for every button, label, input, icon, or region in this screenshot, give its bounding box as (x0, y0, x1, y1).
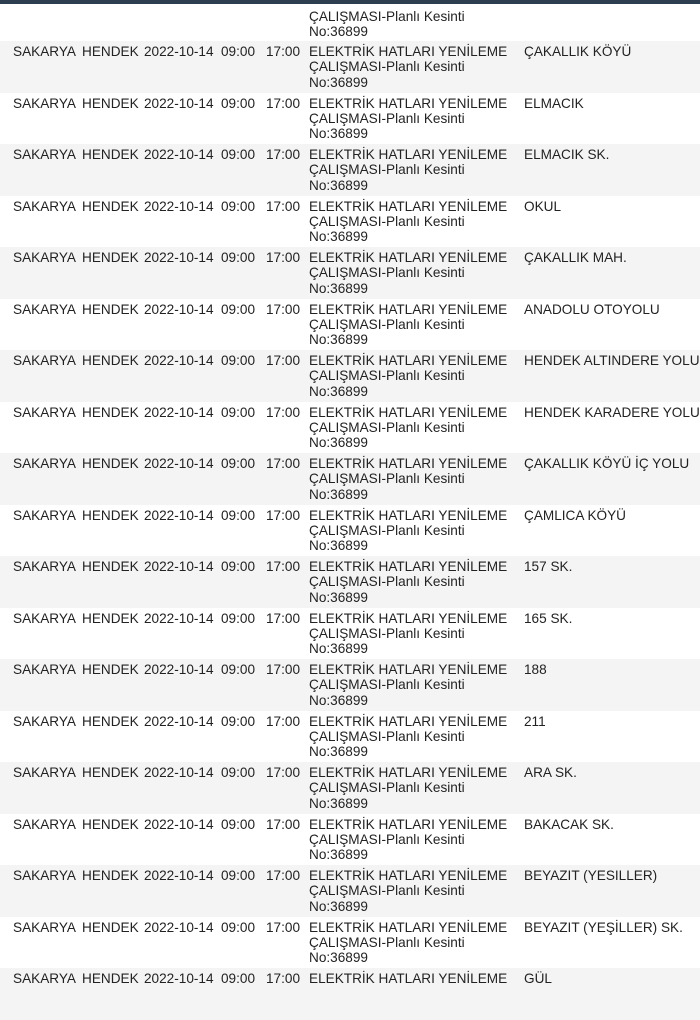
date-cell: 2022-10-14 (144, 662, 214, 677)
end-time-cell: 17:00 (266, 610, 301, 626)
location-cell: ÇAKALLIK MAH. (524, 250, 627, 265)
end-time-cell: 17:00 (266, 507, 301, 523)
reason-line: ELEKTRİK HATLARI YENİLEME (309, 250, 508, 265)
city-cell: SAKARYA (13, 147, 76, 162)
date-cell: 2022-10-14 (144, 198, 214, 214)
reason-cell (309, 405, 514, 451)
reason-cell (309, 302, 514, 348)
reason-cell (309, 456, 514, 502)
start-time-cell: 09:00 (221, 713, 256, 729)
reason-line: No:36899 (309, 744, 368, 760)
reason-line: ELEKTRİK HATLARI YENİLEME (309, 301, 508, 317)
district-cell: HENDEK (82, 868, 139, 883)
table-row (0, 968, 700, 1020)
city-cell: SAKARYA (13, 610, 76, 626)
location-cell: 211 (524, 713, 546, 729)
district-cell: HENDEK (82, 95, 139, 111)
end-time-cell: 17:00 (266, 44, 301, 59)
district-cell: HENDEK (82, 559, 139, 574)
start-time-cell: 09:00 (221, 250, 256, 265)
reason-line: ÇALIŞMASI-Planlı Kesinti (309, 162, 465, 178)
reason-line: ÇALIŞMASI-Planlı Kesinti (309, 316, 465, 332)
date-cell: 2022-10-14 (144, 301, 214, 317)
table-row (0, 659, 700, 711)
reason-line: ÇALIŞMASI-Planlı Kesinti (309, 213, 465, 229)
date-cell: 2022-10-14 (144, 765, 214, 780)
reason-line: ELEKTRİK HATLARI YENİLEME (309, 919, 508, 935)
end-time-cell: 17:00 (266, 662, 301, 677)
location-cell: ÇAMLICA KÖYÜ (524, 507, 626, 523)
reason-line: ÇALIŞMASI-Planlı Kesinti (309, 265, 465, 281)
table-row (0, 402, 700, 454)
city-cell: SAKARYA (13, 971, 76, 986)
location-cell: BEYAZIT (YESILLER) (524, 868, 658, 883)
end-time-cell: 17:00 (266, 765, 301, 780)
city-cell: SAKARYA (13, 198, 76, 214)
table-row (0, 453, 700, 505)
city-cell: SAKARYA (13, 713, 76, 729)
start-time-cell: 09:00 (221, 353, 256, 368)
city-cell: SAKARYA (13, 250, 76, 265)
city-cell: SAKARYA (13, 95, 76, 111)
table-row (0, 505, 700, 557)
reason-line: ÇALIŞMASI-Planlı Kesinti (309, 934, 465, 950)
table-row (0, 144, 700, 196)
reason-cell (309, 96, 514, 142)
table-row (0, 865, 700, 917)
reason-line: ELEKTRİK HATLARI YENİLEME (309, 353, 508, 368)
reason-cell (309, 714, 514, 760)
city-cell: SAKARYA (13, 662, 76, 677)
location-cell: 188 (524, 662, 547, 677)
reason-line: ÇALIŞMASI-Planlı Kesinti (309, 574, 465, 590)
reason-cell (309, 559, 514, 605)
reason-line: ÇALIŞMASI-Planlı Kesinti (309, 59, 465, 75)
location-cell: OKUL (524, 198, 562, 214)
reason-cell (309, 920, 514, 966)
location-cell: HENDEK ALTINDERE YOLU (524, 353, 700, 368)
reason-line: ELEKTRİK HATLARI YENİLEME (309, 713, 508, 729)
district-cell: HENDEK (82, 404, 139, 420)
reason-line: No:36899 (309, 898, 368, 914)
reason-line: ÇALIŞMASI-Planlı Kesinti (309, 471, 465, 487)
date-cell: 2022-10-14 (144, 95, 214, 111)
end-time-cell: 17:00 (266, 198, 301, 214)
location-cell: ÇAKALLIK KÖYÜ İÇ YOLU (524, 456, 690, 471)
location-cell: BEYAZIT (YEŞİLLER) SK. (524, 919, 683, 935)
reason-line: ELEKTRİK HATLARI YENİLEME (309, 147, 508, 162)
table-row (0, 350, 700, 402)
end-time-cell: 17:00 (266, 250, 301, 265)
reason-line: No:36899 (309, 589, 368, 605)
reason-cell (309, 199, 514, 245)
reason-cell (309, 147, 514, 193)
reason-line: No:36899 (309, 486, 368, 502)
city-cell: SAKARYA (13, 456, 76, 471)
reason-line: No:36899 (309, 641, 368, 657)
reason-cell (309, 250, 514, 296)
reason-line: No:36899 (309, 847, 368, 863)
reason-cell (309, 971, 514, 986)
reason-line: No:36899 (309, 177, 368, 193)
reason-cell (309, 9, 514, 40)
reason-line: ELEKTRİK HATLARI YENİLEME (309, 198, 508, 214)
start-time-cell: 09:00 (221, 456, 256, 471)
district-cell: HENDEK (82, 610, 139, 626)
district-cell: HENDEK (82, 301, 139, 317)
start-time-cell: 09:00 (221, 816, 256, 832)
location-cell: ANADOLU OTOYOLU (524, 301, 660, 317)
district-cell: HENDEK (82, 507, 139, 523)
end-time-cell: 17:00 (266, 559, 301, 574)
reason-line: ÇALIŞMASI-Planlı Kesinti (309, 9, 465, 24)
end-time-cell: 17:00 (266, 301, 301, 317)
district-cell: HENDEK (82, 662, 139, 677)
city-cell: SAKARYA (13, 507, 76, 523)
reason-cell (309, 508, 514, 554)
reason-cell (309, 765, 514, 811)
district-cell: HENDEK (82, 250, 139, 265)
date-cell: 2022-10-14 (144, 456, 214, 471)
reason-cell (309, 353, 514, 399)
location-cell: HENDEK KARADERE YOLU (524, 404, 700, 420)
reason-line: No:36899 (309, 332, 368, 348)
start-time-cell: 09:00 (221, 765, 256, 780)
reason-line: ÇALIŞMASI-Planlı Kesinti (309, 110, 465, 126)
reason-line: ELEKTRİK HATLARI YENİLEME (309, 507, 508, 523)
district-cell: HENDEK (82, 44, 139, 59)
reason-line: No:36899 (309, 126, 368, 142)
reason-line: ÇALIŞMASI-Planlı Kesinti (309, 522, 465, 538)
start-time-cell: 09:00 (221, 868, 256, 883)
start-time-cell: 09:00 (221, 610, 256, 626)
reason-line: No:36899 (309, 74, 368, 90)
reason-line: ELEKTRİK HATLARI YENİLEME (309, 816, 508, 832)
reason-line: ÇALIŞMASI-Planlı Kesinti (309, 883, 465, 899)
reason-line: ELEKTRİK HATLARI YENİLEME (309, 868, 508, 883)
start-time-cell: 09:00 (221, 198, 256, 214)
city-cell: SAKARYA (13, 868, 76, 883)
date-cell: 2022-10-14 (144, 250, 214, 265)
reason-line: ÇALIŞMASI-Planlı Kesinti (309, 780, 465, 796)
district-cell: HENDEK (82, 713, 139, 729)
table-row (0, 608, 700, 660)
location-cell: GÜL (524, 971, 552, 986)
district-cell: HENDEK (82, 147, 139, 162)
end-time-cell: 17:00 (266, 713, 301, 729)
reason-line: ÇALIŞMASI-Planlı Kesinti (309, 625, 465, 641)
date-cell: 2022-10-14 (144, 559, 214, 574)
location-cell: 157 SK. (524, 559, 573, 574)
date-cell: 2022-10-14 (144, 971, 214, 986)
reason-line: ÇALIŞMASI-Planlı Kesinti (309, 728, 465, 744)
reason-cell (309, 611, 514, 657)
table-row (0, 196, 700, 248)
city-cell: SAKARYA (13, 765, 76, 780)
date-cell: 2022-10-14 (144, 353, 214, 368)
city-cell: SAKARYA (13, 816, 76, 832)
table-row (0, 556, 700, 608)
reason-line: No:36899 (309, 538, 368, 554)
reason-cell (309, 817, 514, 863)
reason-line: No:36899 (309, 280, 368, 296)
date-cell: 2022-10-14 (144, 147, 214, 162)
reason-line: ELEKTRİK HATLARI YENİLEME (309, 456, 508, 471)
date-cell: 2022-10-14 (144, 404, 214, 420)
reason-line: ELEKTRİK HATLARI YENİLEME (309, 95, 508, 111)
table-row (0, 711, 700, 763)
start-time-cell: 09:00 (221, 971, 256, 986)
reason-line: No:36899 (309, 229, 368, 245)
start-time-cell: 09:00 (221, 301, 256, 317)
reason-cell (309, 44, 514, 90)
reason-line: No:36899 (309, 435, 368, 451)
table-row-partial (0, 4, 700, 41)
district-cell: HENDEK (82, 765, 139, 780)
reason-line: ELEKTRİK HATLARI YENİLEME (309, 610, 508, 626)
end-time-cell: 17:00 (266, 404, 301, 420)
reason-line: ELEKTRİK HATLARI YENİLEME (309, 404, 508, 420)
date-cell: 2022-10-14 (144, 713, 214, 729)
end-time-cell: 17:00 (266, 868, 301, 883)
end-time-cell: 17:00 (266, 919, 301, 935)
start-time-cell: 09:00 (221, 662, 256, 677)
end-time-cell: 17:00 (266, 95, 301, 111)
outage-table (0, 4, 700, 1020)
district-cell: HENDEK (82, 971, 139, 986)
date-cell: 2022-10-14 (144, 868, 214, 883)
table-row (0, 41, 700, 93)
reason-line: ELEKTRİK HATLARI YENİLEME (309, 971, 508, 986)
end-time-cell: 17:00 (266, 816, 301, 832)
table-row (0, 93, 700, 145)
reason-line: No:36899 (309, 950, 368, 966)
start-time-cell: 09:00 (221, 404, 256, 420)
date-cell: 2022-10-14 (144, 44, 214, 59)
reason-line: No:36899 (309, 692, 368, 708)
reason-line: No:36899 (309, 795, 368, 811)
city-cell: SAKARYA (13, 559, 76, 574)
start-time-cell: 09:00 (221, 919, 256, 935)
table-row (0, 762, 700, 814)
end-time-cell: 17:00 (266, 353, 301, 368)
reason-line: ELEKTRİK HATLARI YENİLEME (309, 44, 508, 59)
location-cell: ELMACIK (524, 95, 584, 111)
district-cell: HENDEK (82, 456, 139, 471)
district-cell: HENDEK (82, 353, 139, 368)
start-time-cell: 09:00 (221, 507, 256, 523)
city-cell: SAKARYA (13, 353, 76, 368)
reason-line: ÇALIŞMASI-Planlı Kesinti (309, 677, 465, 693)
end-time-cell: 17:00 (266, 147, 301, 162)
date-cell: 2022-10-14 (144, 610, 214, 626)
location-cell: 165 SK. (524, 610, 573, 626)
reason-line: ÇALIŞMASI-Planlı Kesinti (309, 368, 465, 384)
start-time-cell: 09:00 (221, 147, 256, 162)
location-cell: ÇAKALLIK KÖYÜ (524, 44, 632, 59)
reason-line: No:36899 (309, 383, 368, 399)
district-cell: HENDEK (82, 816, 139, 832)
reason-line: ELEKTRİK HATLARI YENİLEME (309, 662, 508, 677)
end-time-cell: 17:00 (266, 971, 301, 986)
reason-line: ÇALIŞMASI-Planlı Kesinti (309, 831, 465, 847)
table-row (0, 247, 700, 299)
reason-line: ELEKTRİK HATLARI YENİLEME (309, 765, 508, 780)
reason-cell (309, 868, 514, 914)
table-row (0, 814, 700, 866)
city-cell: SAKARYA (13, 404, 76, 420)
date-cell: 2022-10-14 (144, 816, 214, 832)
start-time-cell: 09:00 (221, 559, 256, 574)
table-row (0, 917, 700, 969)
location-cell: ARA SK. (524, 765, 577, 780)
city-cell: SAKARYA (13, 919, 76, 935)
table-row (0, 299, 700, 351)
city-cell: SAKARYA (13, 301, 76, 317)
city-cell: SAKARYA (13, 44, 76, 59)
reason-line: ELEKTRİK HATLARI YENİLEME (309, 559, 508, 574)
district-cell: HENDEK (82, 198, 139, 214)
reason-line: ÇALIŞMASI-Planlı Kesinti (309, 419, 465, 435)
date-cell: 2022-10-14 (144, 507, 214, 523)
start-time-cell: 09:00 (221, 95, 256, 111)
location-cell: BAKACAK SK. (524, 816, 614, 832)
reason-cell (309, 662, 514, 708)
location-cell: ELMACIK SK. (524, 147, 610, 162)
end-time-cell: 17:00 (266, 456, 301, 471)
reason-line: No:36899 (309, 24, 368, 40)
start-time-cell: 09:00 (221, 44, 256, 59)
district-cell: HENDEK (82, 919, 139, 935)
date-cell: 2022-10-14 (144, 919, 214, 935)
